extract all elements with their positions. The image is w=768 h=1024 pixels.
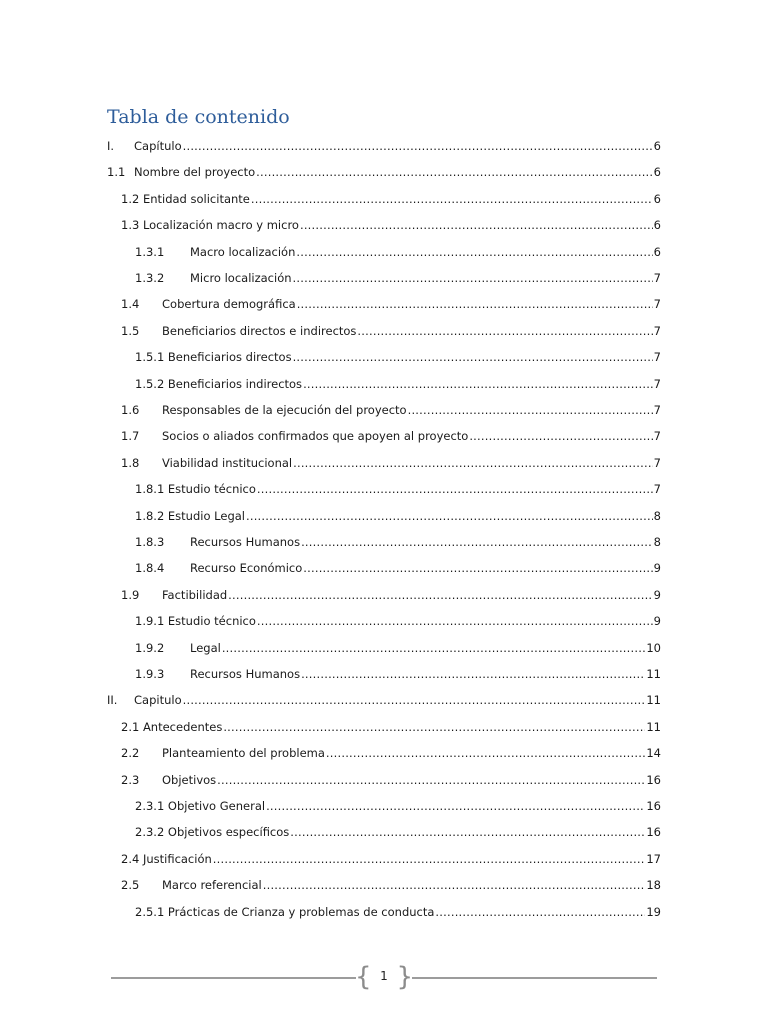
toc-entry-line[interactable] (121, 448, 661, 470)
toc-entry[interactable] (0, 712, 768, 734)
toc-entry-number: 1.8.4 (135, 561, 165, 576)
toc-entry-line[interactable] (135, 817, 661, 839)
toc-entry[interactable] (0, 897, 768, 919)
toc-entry-label: Objetivos (162, 772, 217, 787)
toc-entry-page: 6 (653, 165, 661, 180)
toc-entry-page: 11 (646, 667, 661, 681)
toc-entry-page: 7 (653, 403, 661, 417)
toc-entry-label: Nombre del proyecto (134, 165, 256, 180)
toc-entry-number: 1.7 (121, 429, 140, 444)
toc-entry-line[interactable] (121, 712, 661, 734)
toc-entry-label: Factibilidad (162, 587, 228, 602)
toc-leader-dots (293, 456, 653, 470)
toc-entry-label: Micro localización (190, 271, 292, 285)
toc-entry-label: 1.3 Localización macro y micro (121, 218, 299, 233)
toc-entry[interactable] (0, 184, 768, 206)
toc-entry-line[interactable] (135, 553, 661, 575)
toc-entry-page: 7 (653, 350, 661, 365)
toc-entry-line[interactable] (135, 369, 661, 391)
toc-entry-number: II. (107, 693, 118, 708)
toc-leader-dots (293, 271, 653, 285)
toc-entry-line[interactable] (107, 157, 661, 179)
toc-entry-number: 1.3.2 (135, 271, 165, 285)
toc-leader-dots (303, 377, 653, 391)
toc-entry[interactable] (0, 395, 768, 417)
toc-entry-line[interactable] (121, 870, 661, 892)
toc-entry-line[interactable] (121, 316, 661, 338)
toc-entry-line[interactable] (135, 501, 661, 523)
toc-entry[interactable] (0, 527, 768, 549)
toc-entry-label: Marco referencial (162, 878, 262, 893)
toc-leader-dots (435, 905, 645, 919)
toc-entry-page: 6 (653, 139, 661, 153)
toc-entry-number: 1.3.1 (135, 244, 165, 259)
toc-entry[interactable] (0, 844, 768, 866)
toc-entry-label: 1.2 Entidad solicitante (121, 191, 250, 206)
toc-entry-number: 1.9.2 (135, 640, 165, 655)
toc-entry[interactable] (0, 157, 768, 179)
toc-entry-page: 18 (646, 878, 661, 893)
toc-entry-line[interactable] (121, 580, 661, 602)
toc-entry-label: Planteamiento del problema (162, 746, 325, 761)
toc-entry-number: 1.1 (107, 165, 126, 180)
toc-entry-line[interactable] (135, 633, 661, 655)
toc-entry-page: 7 (653, 482, 661, 497)
toc-entry-page: 7 (653, 429, 661, 444)
toc-leader-dots (256, 165, 653, 179)
toc-entry-label: Beneficiarios directos e indirectos (162, 323, 357, 338)
toc-entry-line[interactable] (121, 395, 661, 417)
toc-entry-line[interactable] (135, 897, 661, 919)
toc-entry-number: 1.8.3 (135, 535, 165, 549)
toc-entry[interactable] (0, 131, 768, 153)
toc-entry-page: 8 (653, 508, 661, 523)
toc-entry-page: 7 (653, 271, 661, 285)
toc-entry-line[interactable] (135, 606, 661, 628)
toc-entry-line[interactable] (121, 210, 661, 232)
toc-leader-dots (222, 641, 646, 655)
toc-entry-page: 9 (653, 561, 661, 576)
page-footer (111, 962, 657, 992)
toc-entry-page: 16 (646, 799, 661, 813)
toc-entry[interactable] (0, 870, 768, 892)
toc-entry-label: 2.1 Antecedentes (121, 719, 223, 734)
toc-entry-label: Responsables de la ejecución del proyecto (162, 403, 407, 417)
toc-leader-dots (223, 720, 645, 734)
toc-entry-number: 2.2 (121, 746, 140, 761)
toc-entry-line[interactable] (107, 685, 661, 707)
toc-entry-line[interactable] (135, 659, 661, 681)
toc-entry[interactable] (0, 474, 768, 496)
toc-leader-dots (301, 667, 645, 681)
toc-entry-page: 7 (653, 323, 661, 338)
toc-entry[interactable] (0, 633, 768, 655)
toc-leader-dots (297, 297, 653, 311)
toc-leader-dots (257, 614, 653, 628)
toc-leader-dots (251, 192, 653, 206)
toc-entry-label: 1.8.2 Estudio Legal (135, 508, 245, 523)
toc-entry-page: 16 (646, 825, 661, 840)
toc-entry-number: 1.4 (121, 297, 140, 312)
toc-entry-number: 1.6 (121, 403, 140, 417)
toc-entry[interactable] (0, 817, 768, 839)
toc-leader-dots (263, 878, 646, 892)
toc-leader-dots (217, 773, 645, 787)
toc-leader-dots (257, 482, 653, 496)
toc-entry-label: 1.8.1 Estudio técnico (135, 482, 256, 497)
toc-entry[interactable] (0, 210, 768, 232)
toc-entry-page: 14 (646, 746, 661, 761)
toc-leader-dots (357, 324, 652, 338)
toc-entry-line[interactable] (135, 791, 661, 813)
toc-entry-page: 6 (653, 218, 661, 233)
toc-entry-label: 1.9.1 Estudio técnico (135, 614, 256, 629)
toc-entry-page: 19 (646, 904, 661, 919)
toc-title: Tabla de contenido (107, 106, 290, 128)
toc-entry-number: 1.5 (121, 323, 140, 338)
toc-entry-page: 10 (646, 640, 661, 655)
toc-entry-line[interactable] (135, 237, 661, 259)
toc-entry-label: 2.3.1 Objetivo General (135, 799, 266, 813)
toc-entry-line[interactable] (121, 844, 661, 866)
toc-entry-page: 11 (646, 719, 661, 734)
toc-entry[interactable] (0, 501, 768, 523)
toc-entry-label: Capitulo (134, 693, 182, 708)
toc-entry-label: 1.5.2 Beneficiarios indirectos (135, 376, 303, 391)
toc-entry-page: 7 (653, 376, 661, 391)
toc-entry-number: 1.9 (121, 587, 140, 602)
toc-entry-line[interactable] (135, 342, 661, 364)
toc-entry-page: 17 (646, 851, 661, 866)
toc-entry[interactable] (0, 791, 768, 813)
toc-entry[interactable] (0, 606, 768, 628)
toc-entry-page: 6 (653, 244, 661, 259)
toc-entry-number: 1.8 (121, 455, 140, 470)
right-brace-icon: } (396, 962, 413, 992)
toc-entry-line[interactable] (121, 421, 661, 443)
toc-entry-number: 2.3 (121, 772, 140, 787)
toc-entry-label: 2.5.1 Prácticas de Crianza y problemas de conducta (135, 904, 435, 919)
toc-entry[interactable] (0, 448, 768, 470)
toc-entry-line[interactable] (121, 184, 661, 206)
toc-entry-line[interactable] (121, 765, 661, 787)
toc-entry-number: 2.5 (121, 878, 140, 893)
toc-entry-label: Legal (190, 640, 221, 655)
toc-entry[interactable] (0, 421, 768, 443)
toc-entry-line[interactable] (121, 738, 661, 760)
toc-entry[interactable] (0, 685, 768, 707)
toc-leader-dots (228, 588, 653, 602)
toc-entry-label: Recursos Humanos (190, 667, 301, 681)
toc-leader-dots (246, 509, 653, 523)
toc-leader-dots (183, 693, 646, 707)
toc-entry-page: 9 (653, 587, 661, 602)
toc-entry-line[interactable] (135, 263, 661, 285)
toc-entry[interactable] (0, 237, 768, 259)
toc-leader-dots (408, 403, 653, 417)
toc-leader-dots (266, 799, 645, 813)
toc-leader-dots (326, 746, 645, 760)
toc-entry-page: 6 (653, 191, 661, 206)
toc-entry-line[interactable] (135, 527, 661, 549)
toc-leader-dots (290, 825, 645, 839)
left-brace-icon: { (355, 962, 372, 992)
toc-entry-label: Viabilidad institucional (162, 455, 293, 470)
toc-entry-label: Recurso Económico (190, 561, 303, 576)
toc-entry[interactable] (0, 369, 768, 391)
toc-entry-page: 16 (646, 772, 661, 787)
toc-leader-dots (469, 429, 652, 443)
toc-entry[interactable] (0, 659, 768, 681)
toc-entry-label: 1.5.1 Beneficiarios directos (135, 350, 292, 365)
toc-entry[interactable] (0, 316, 768, 338)
toc-entry-label: Cobertura demográfica (162, 297, 296, 312)
toc-entry-label: Capítulo (134, 139, 182, 153)
toc-leader-dots (296, 245, 652, 259)
page-number: 1 (380, 969, 388, 983)
toc-leader-dots (301, 535, 653, 549)
toc-entry[interactable] (0, 553, 768, 575)
toc-leader-dots (293, 350, 653, 364)
toc-leader-dots (213, 852, 646, 866)
toc-entry-line[interactable] (135, 474, 661, 496)
toc-entry[interactable] (0, 289, 768, 311)
toc-entry-line[interactable] (107, 131, 661, 153)
footer-rule-right (412, 977, 657, 979)
toc-entry-page: 11 (646, 693, 661, 708)
toc-leader-dots (300, 218, 653, 232)
toc-entry[interactable] (0, 580, 768, 602)
toc-entry-number: 1.9.3 (135, 667, 165, 681)
toc-entry-line[interactable] (121, 289, 661, 311)
toc-leader-dots (183, 139, 653, 153)
toc-entry-page: 7 (653, 455, 661, 470)
toc-entry[interactable] (0, 738, 768, 760)
toc-entry-number: I. (107, 139, 115, 153)
toc-entry-page: 7 (653, 297, 661, 312)
toc-entry[interactable] (0, 263, 768, 285)
toc-entry-label: 2.4 Justificación (121, 851, 212, 866)
toc-entry-page: 9 (653, 614, 661, 629)
toc-entry[interactable] (0, 765, 768, 787)
toc-entry-label: Socios o aliados confirmados que apoyen al proyecto (162, 429, 469, 444)
toc-entry-page: 8 (653, 535, 661, 549)
toc-entry[interactable] (0, 342, 768, 364)
toc-leader-dots (303, 561, 652, 575)
toc-entry-label: Recursos Humanos (190, 535, 301, 549)
toc-entry-label: 2.3.2 Objetivos específicos (135, 825, 290, 840)
toc-entry-label: Macro localización (190, 244, 296, 259)
